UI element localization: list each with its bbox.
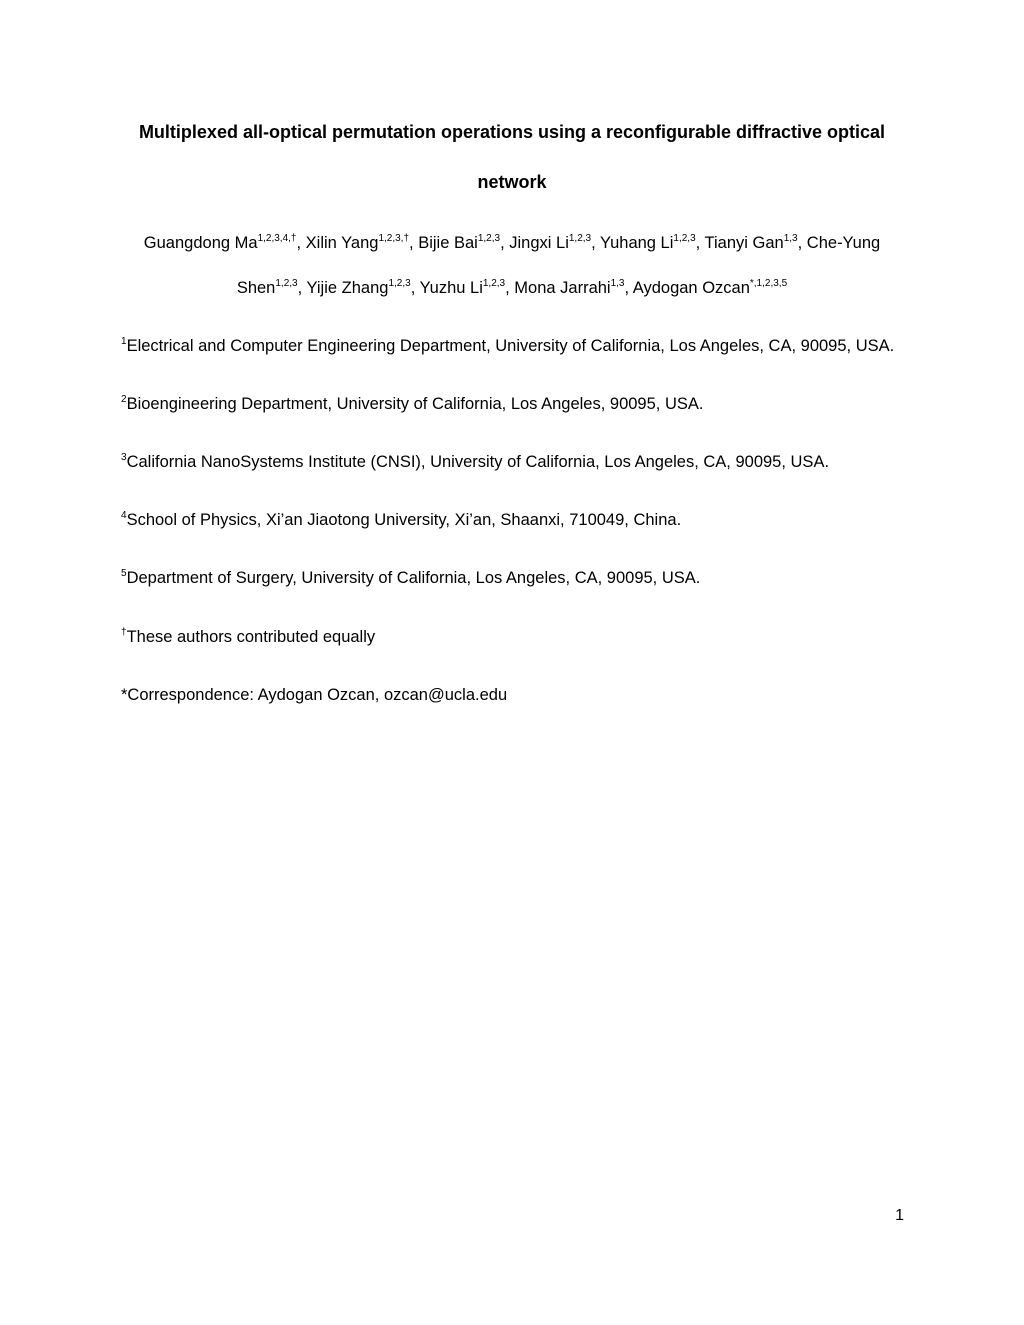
affiliation-2: $^2$Bioengineering Department, University of California, Los Angeles, 90095, USA. bbox=[121, 394, 704, 413]
author-mona-jarrahi: Mona Jarrahi$^{1,3}$, bbox=[514, 278, 633, 297]
author-tianyi-gan: Tianyi Gan$^{1,3}$, bbox=[704, 233, 807, 252]
affiliation-1: $^1$Electrical and Computer Engineering Department, University of California, Los Angeles, CA, 90095, USA. bbox=[121, 336, 895, 355]
author-che-yung-shen-part2: Shen$^{1,2,3}$, bbox=[236, 278, 307, 297]
author-guangdong-ma: Guangdong $Ma^{1,2,3,4,\dagger}$, bbox=[143, 233, 306, 252]
author-che-yung-shen-part1: Che-Yung bbox=[806, 234, 881, 252]
author-jingxi-li: Jingxi Li$^{1,2,3}$, bbox=[509, 233, 600, 252]
author-aydogan-ozcan: Aydogan Ozcan$^{*,1,2,3,5}$ bbox=[632, 278, 788, 297]
page-number: 1 bbox=[895, 1207, 904, 1224]
author-list-line-2 bbox=[0, 277, 1024, 299]
author-yuhang-li: Yuhang Li$^{1,2,3}$, bbox=[600, 233, 705, 252]
author-list-line-1 bbox=[0, 232, 1024, 254]
paper-title-line-1: Multiplexed all-optical permutation operations using a reconfigurable diffractive optical bbox=[138, 122, 886, 142]
affiliation-4: $^4$School of Physics, Xi’an Jiaotong University, Xi’an, Shaanxi, 710049, China. bbox=[121, 510, 682, 529]
correspondence-note: *Correspondence: Aydogan Ozcan, ozcan@ucla.edu bbox=[121, 686, 508, 704]
affiliation-5: $^5$Department of Surgery, University of California, Los Angeles, CA, 90095, USA. bbox=[121, 568, 701, 587]
author-bijie-bai: Bijie Bai$^{1,2,3}$, bbox=[418, 233, 510, 252]
paper-title-line-2: network bbox=[477, 172, 547, 192]
author-yijie-zhang: Yijie Zhang$^{1,2,3}$, bbox=[306, 278, 420, 297]
affiliation-3: $^3$California NanoSystems Institute (CNSI), University of California, Los Angeles, CA, 90095, USA. bbox=[121, 452, 830, 471]
author-yuzhu-li: Yuzhu Li$^{1,2,3}$, bbox=[419, 278, 515, 297]
author-xilin-yang: Xilin Yang$^{1,2,3,\dagger}$, bbox=[305, 233, 419, 252]
equal-contribution-note: †These authors contributed equally bbox=[121, 627, 376, 646]
